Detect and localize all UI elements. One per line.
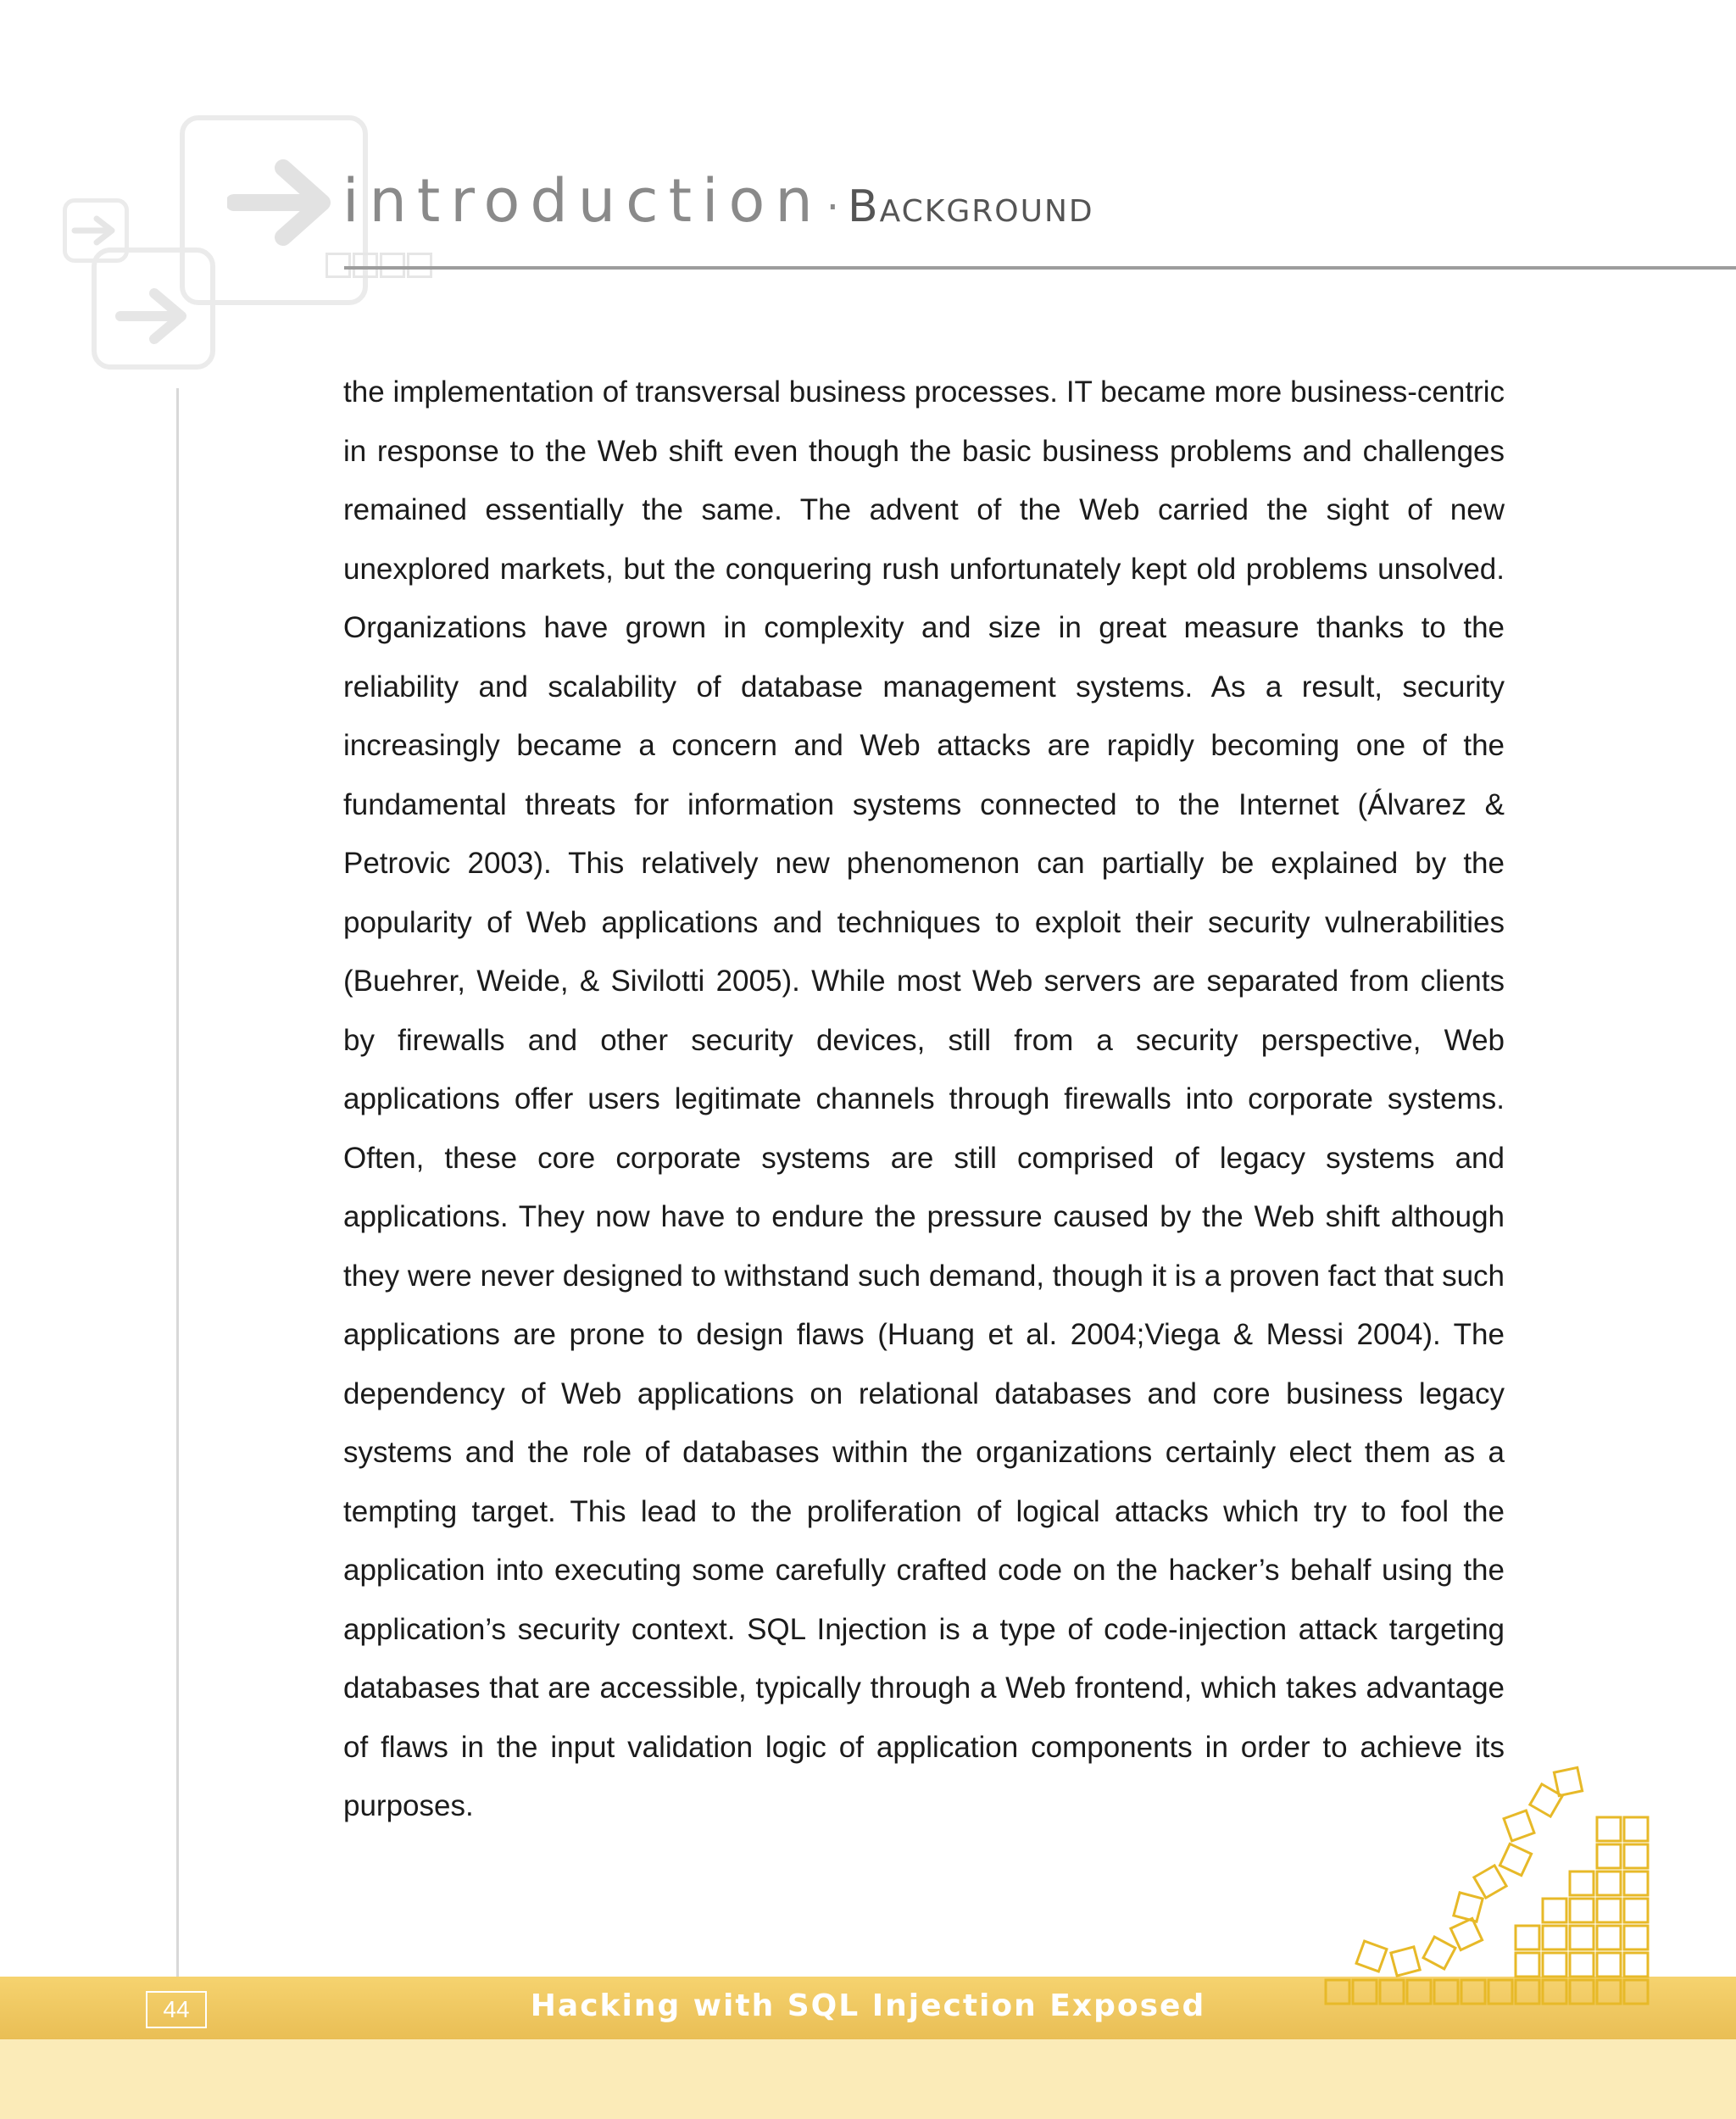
arrow-right-icon (227, 156, 337, 249)
mosaic-square (1516, 1953, 1539, 1977)
mosaic-square (1624, 1953, 1648, 1977)
mosaic-square-tumbling (1500, 1844, 1531, 1875)
mosaic-square (1543, 1899, 1566, 1922)
mosaic-square (1516, 1926, 1539, 1949)
arrow-right-icon (115, 286, 192, 346)
footer-book-title: Hacking with SQL Injection Exposed (530, 1988, 1206, 2023)
mosaic-square-tumbling (1554, 1767, 1582, 1795)
mosaic-square (1624, 1872, 1648, 1895)
mosaic-square (1597, 1953, 1621, 1977)
mosaic-square (1570, 1953, 1594, 1977)
mosaic-square-tumbling (1391, 1947, 1420, 1976)
page-number: 44 (146, 1991, 207, 2028)
mosaic-square (1570, 1926, 1594, 1949)
chapter-name: introduction (342, 166, 823, 236)
mosaic-square (1624, 1926, 1648, 1949)
mosaic-square-tumbling (1450, 1918, 1482, 1949)
mosaic-square (1597, 1926, 1621, 1949)
mosaic-square (1597, 1899, 1621, 1922)
header-small-boxes (326, 253, 432, 278)
footer-lower-band (0, 2039, 1736, 2119)
page-header (342, 166, 1094, 236)
mosaic-square (1624, 1899, 1648, 1922)
mosaic-square-tumbling (1454, 1893, 1483, 1922)
section-name: Background (847, 181, 1094, 232)
body-paragraph: the implementation of transversal business processes. IT became more business-centric in response to the Web shift even though the basic business problems and challenges remained essentially the same. The advent of the Web carried the sight of new unexplored markets, but the conquering rush unfortunately kept old problems unsolved. Organizations have grown in complexity and size in great measure thanks to the reliability and scalability of database management systems. As a result, security increasingly became a concern and Web attacks are rapidly becoming one of the fundamental threats for information systems connected to the Internet (Álvarez & Petrovic 2003). This relatively new phenomenon can partially be explained by the popularity of Web applications and techniques to exploit their security vulnerabilities (Buehrer, Weide, & Sivilotti 2005). While most Web servers are separated from clients by firewalls and other security devices, still from a security perspective, Web applications offer users legitimate channels through firewalls into corporate systems. Often, these core corporate systems are still comprised of legacy systems and applications. They now have to endure the pressure caused by the Web shift although they were never designed to withstand such demand, though it is a proven fact that such applications are prone to design flaws (Huang et al. 2004;Viega & Messi 2004). The dependency of Web applications on relational databases and core business legacy systems and the role of databases within the organizations certainly elect them as a tempting target. This lead to the proliferation of logical attacks which try to fool the application into executing some carefully crafted code on the hacker’s behalf using the application’s security context. SQL Injection is a type of code-injection attack targeting databases that are accessible, typically through a Web frontend, which takes advantage of flaws in the input validation logic of application components in order to achieve its purposes. (343, 375, 1505, 1822)
mosaic-square (1570, 1872, 1594, 1895)
mosaic-square-tumbling (1356, 1941, 1387, 1972)
mosaic-square (1543, 1926, 1566, 1949)
mosaic-square-tumbling (1423, 1937, 1455, 1969)
mosaic-square (1597, 1817, 1621, 1841)
mosaic-square (1624, 1817, 1648, 1841)
mosaic-square-tumbling (1504, 1810, 1534, 1841)
mosaic-square (1597, 1844, 1621, 1868)
header-separator: · (826, 184, 839, 231)
mosaic-square (1624, 1844, 1648, 1868)
mosaic-square (1597, 1872, 1621, 1895)
left-margin-rule (176, 388, 179, 1982)
arrow-right-icon (71, 214, 119, 247)
mosaic-square (1570, 1899, 1594, 1922)
mosaic-square (1543, 1953, 1566, 1977)
header-rule (344, 266, 1736, 270)
mosaic-square-tumbling (1530, 1784, 1562, 1816)
mosaic-square-tumbling (1474, 1866, 1506, 1898)
